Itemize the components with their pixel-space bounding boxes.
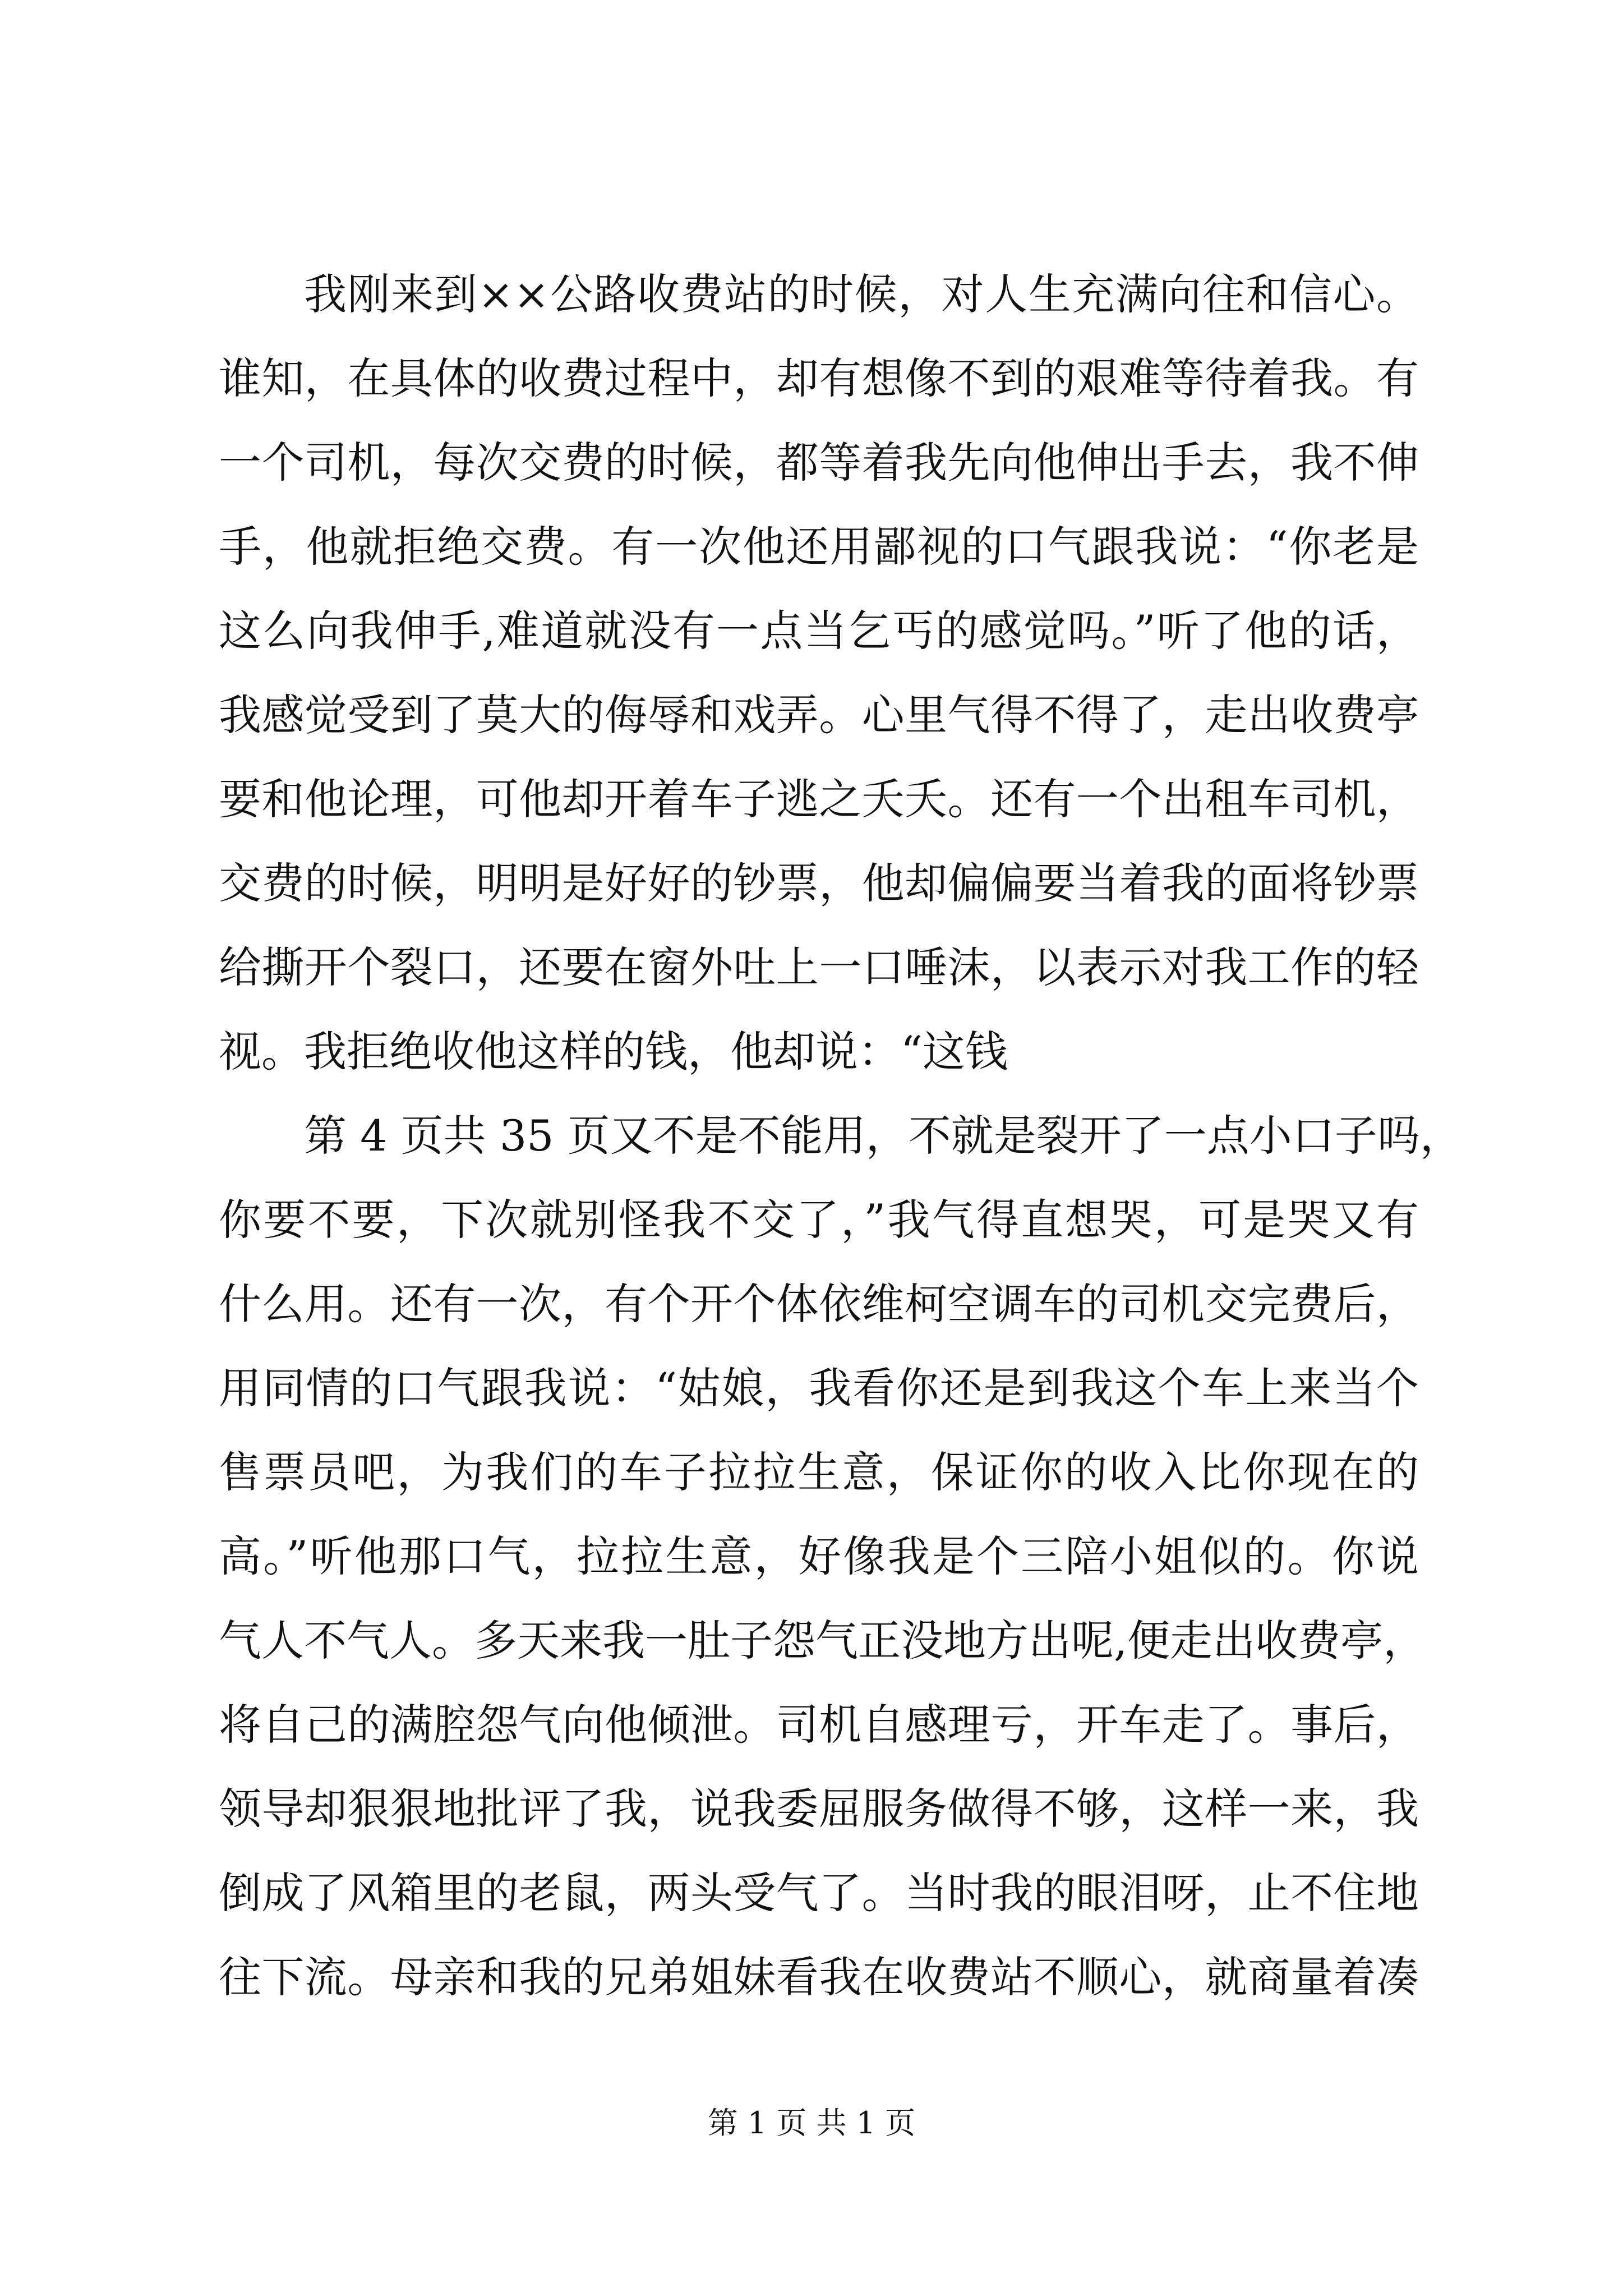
page-footer [0, 2101, 1623, 2146]
text-line: 我感觉受到了莫大的侮辱和戏弄。心里气得不得了，走出收费亭 [219, 690, 1419, 740]
text-line: 我刚来到××公路收费站的时候，对人生充满向往和信心。 [304, 269, 1419, 319]
text-line: 用同情的口气跟我说：“姑娘，我看你还是到我这个车上来当个 [219, 1363, 1419, 1413]
text-line: 谁知，在具体的收费过程中，却有想像不到的艰难等待着我。有 [219, 353, 1419, 403]
text-line: 往下流。母亲和我的兄弟姐妹看我在收费站不顺心，就商量着凑 [219, 1952, 1419, 2002]
text-line: 一个司机，每次交费的时候，都等着我先向他伸出手去，我不伸 [219, 438, 1419, 487]
text-line: 第 4 页共 35 页又不是不能用，不就是裂开了一点小口子吗， [304, 1111, 1463, 1161]
text-line: 倒成了风箱里的老鼠，两头受气了。当时我的眼泪呀，止不住地 [219, 1868, 1419, 1918]
text-line: 售票员吧，为我们的车子拉拉生意，保证你的收入比你现在的 [219, 1447, 1419, 1497]
text-line: 给撕开个裂口，还要在窗外吐上一口唾沫，以表示对我工作的轻 [219, 942, 1419, 992]
text-line: 交费的时候，明明是好好的钞票，他却偏偏要当着我的面将钞票 [219, 858, 1419, 908]
text-line: 什么用。还有一次，有个开个体依维柯空调车的司机交完费后， [219, 1279, 1419, 1329]
text-line: 手，他就拒绝交费。有一次他还用鄙视的口气跟我说：“你老是 [219, 522, 1419, 572]
text-line: 要和他论理，可他却开着车子逃之夭夭。还有一个出租车司机， [219, 774, 1419, 824]
text-line: 将自己的满腔怨气向他倾泄。司机自感理亏，开车走了。事后， [219, 1700, 1419, 1750]
text-line: 高。”听他那口气，拉拉生意，好像我是个三陪小姐似的。你说 [219, 1531, 1419, 1581]
text-line: 气人不气人。多天来我一肚子怨气正没地方出呢,便走出收费亭， [219, 1616, 1426, 1665]
text-line: 这么向我伸手,难道就没有一点当乞丐的感觉吗。”听了他的话， [219, 606, 1419, 656]
text-line: 你要不要，下次就别怪我不交了，”我气得直想哭，可是哭又有 [219, 1195, 1419, 1245]
page-number-label: 第 1 页 共 1 页 [707, 2105, 916, 2141]
text-line: 领导却狠狠地批评了我，说我委屈服务做得不够，这样一来，我 [219, 1784, 1419, 1834]
text-line: 视。我拒绝收他这样的钱，他却说：“这钱 [219, 1027, 1008, 1076]
